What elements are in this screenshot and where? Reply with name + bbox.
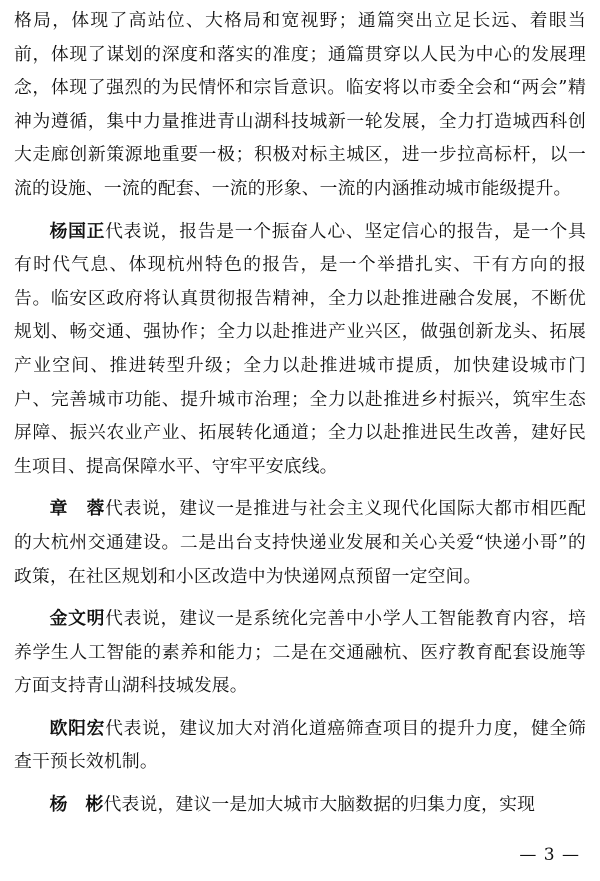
paragraph-text: 代表说，建议一是系统化完善中小学人工智能教育内容，培养学生人工智能的素养和能力；二是在交通融杭、医疗教育配套设施等方面支持青山湖科技城发展。 [14, 608, 586, 697]
speaker-name: 杨 彬 [49, 794, 104, 816]
speaker-name: 杨国正 [49, 220, 106, 242]
paragraph-jin-wenming [14, 602, 586, 703]
speaker-name: 欧阳宏 [49, 717, 106, 739]
paragraph-continuation [14, 4, 586, 206]
paragraph-text: 格局，体现了高站位、大格局和宽视野；通篇突出立足长远、着眼当前，体现了谋划的深度和落实的准度；通篇贯穿以人民为中心的发展理念，体现了强烈的为民情怀和宗旨意识。临安将以市委全会和“两会”精神为遵循，集中力量推进青山湖科技城新一轮发展，全力打造城西科创大走廊创新策源地重要一极；积极对标主城区，进一步拉高标杆，以一流的设施、一流的配套、一流的形象、一流的内涵推动城市能级提升。 [14, 10, 586, 199]
paragraph-text: 代表说，建议一是加大城市大脑数据的归集力度，实现 [103, 794, 536, 816]
paragraph-text: 代表说，建议一是推进与社会主义现代化国际大都市相匹配的大杭州交通建设。二是出台支持快递业发展和关心关爱“快递小哥”的政策，在社区规划和小区改造中为快递网点预留一定空间。 [14, 498, 586, 587]
paragraph-yang-guozheng [14, 215, 586, 484]
document-page [14, 4, 586, 831]
paragraph-yang-bin [14, 788, 586, 822]
speaker-name: 章 蓉 [49, 498, 106, 520]
paragraph-zhang-rong [14, 492, 586, 593]
speaker-name: 金文明 [49, 608, 106, 630]
paragraph-text: 代表说，报告是一个振奋人心、坚定信心的报告，是一个具有时代气息、体现杭州特色的报告，是一个举措扎实、干有方向的报告。临安区政府将认真贯彻报告精神，全力以赴推进融合发展，不断优规划、畅交通、强协作；全力以赴推进产业兴区，做强创新龙头、拓展产业空间、推进转型升级；全力以赴推进城市提质，加快建设城市门户、完善城市功能、提升城市治理；全力以赴推进乡村振兴，筑牢生态屏障、振兴农业产业、拓展转化通道；全力以赴推进民生改善，建好民生项目、提高保障水平、守牢平安底线。 [14, 220, 586, 477]
paragraph-text: 代表说，建议加大对消化道癌筛查项目的提升力度，健全筛查干预长效机制。 [14, 717, 586, 773]
page-number: — 3 — [519, 845, 580, 865]
paragraph-ouyang-hong [14, 712, 586, 779]
